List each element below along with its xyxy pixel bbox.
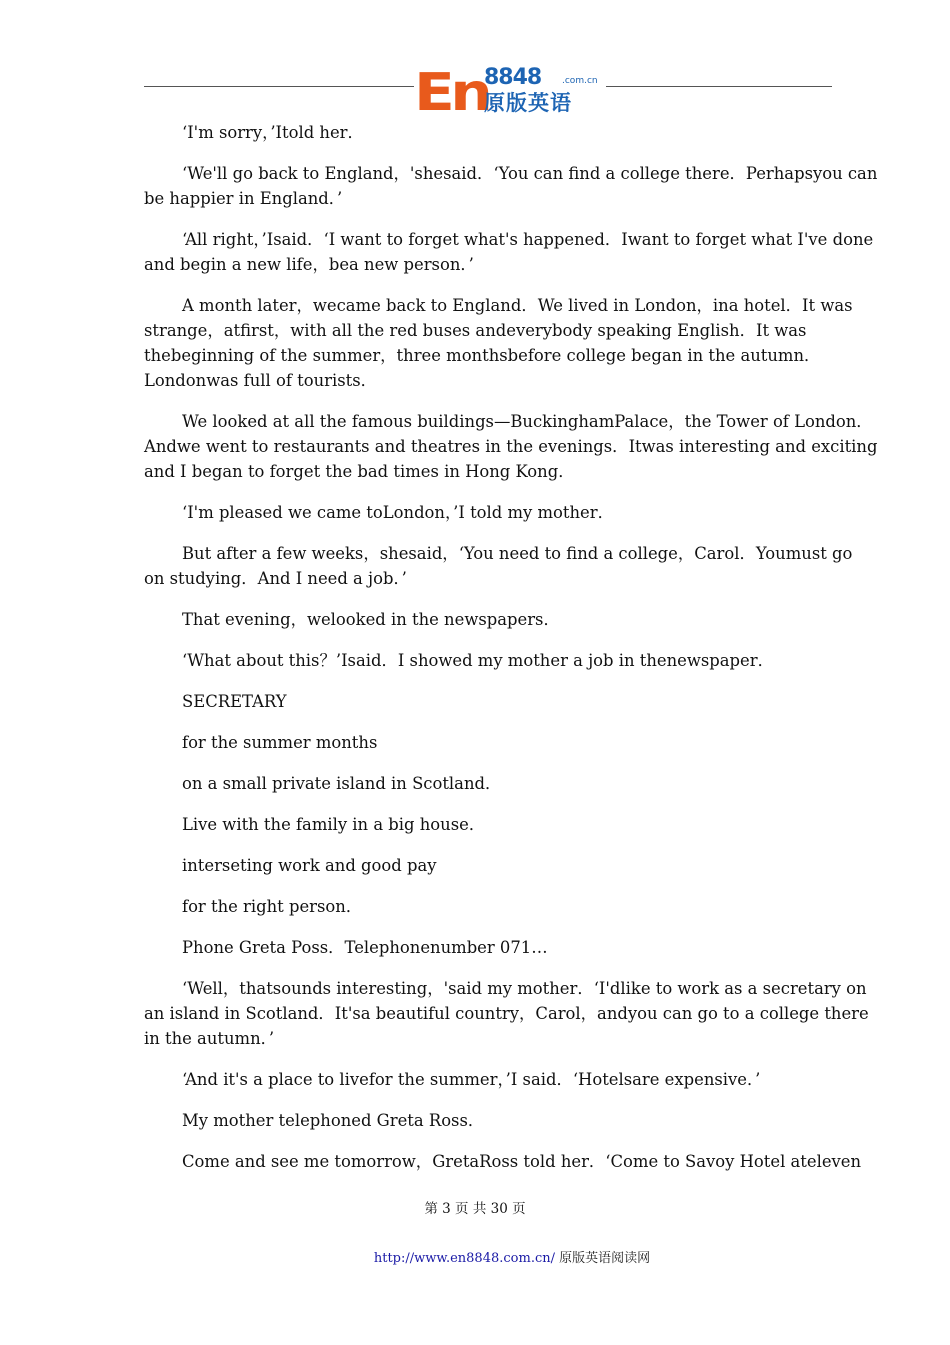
document-body	[144, 120, 878, 1190]
header-rule-right	[606, 86, 832, 87]
paragraph: Come and see me tomorrow，GretaRoss told her．‘Come to Savoy Hotel ateleven	[182, 1152, 862, 1171]
page-number: 第 3 页 共 30 页	[424, 1201, 526, 1217]
paragraph: We looked at all the famous buildings—BuckinghamPalace，the Tower of London．Andwe went to restaurants and theatres in the evenings．Itwas interesting and exciting and I began to forget the bad times in Hong Kong．	[144, 412, 878, 481]
logo-letters: En	[414, 63, 489, 123]
logo-chinese: 原版英语	[484, 91, 572, 115]
paragraph: But after a few weeks，shesaid，‘You need to find a college，Carol．Youmust go on studying．And I need a job．’	[144, 544, 853, 588]
footer-site-name: 原版英语阅读网	[559, 1251, 651, 1266]
advert-line: for the right person．	[182, 897, 363, 916]
site-logo	[414, 63, 606, 123]
paragraph: A month later，wecame back to England．We lived in London，ina hotel．It was strange，atfirst，with all the red buses andeverybody speaking English．It was thebeginning of the summer，three monthsbefore college began in the autumn．Londonwas full of tourists．	[144, 296, 853, 390]
paragraph: ‘All right，’Isaid．‘I want to forget what's happened．Iwant to forget what I've done and begin a new life，bea new person．’	[144, 230, 874, 274]
advert-heading: SECRETARY	[182, 692, 287, 711]
paragraph: My mother telephoned Greta Ross．	[182, 1111, 485, 1130]
paragraph: That evening，welooked in the newspapers．	[182, 610, 560, 629]
paragraph: ‘Well，thatsounds interesting，'said my mother．‘I'dlike to work as a secretary on an island in Scotland．It'sa beautiful country，Carol，andyou can go to a college there in the autumn．’	[144, 979, 869, 1048]
paragraph: ‘We'll go back to England，'shesaid．‘You can find a college there．Perhapsyou can be happier in England．’	[144, 164, 878, 208]
logo-number: 8848	[484, 65, 542, 90]
paragraph: ‘And it's a place to livefor the summer，’I said．‘Hotelsare expensive．’	[182, 1070, 761, 1089]
paragraph: ‘I'm pleased we came toLondon，’I told my mother．	[182, 503, 614, 522]
footer-url-link[interactable]: http://www.en8848.com.cn/	[373, 1251, 555, 1266]
header-rule-left	[144, 86, 414, 87]
advert-line: for the summer months	[182, 733, 378, 752]
advert-line: on a small private island in Scotland．	[182, 774, 502, 793]
paragraph: ‘What about this？’Isaid．I showed my mother a job in thenewspaper．	[182, 651, 774, 670]
advert-line: Phone Greta Poss．Telephonenumber 071…	[182, 938, 548, 957]
logo-domain: .com.cn	[562, 76, 598, 86]
footer-link-line	[0, 1247, 950, 1266]
advert-line: Live with the family in a big house．	[182, 815, 486, 834]
advert-line: interseting work and good pay	[182, 856, 437, 875]
paragraph: ‘I'm sorry，’Itold her．	[182, 123, 364, 142]
